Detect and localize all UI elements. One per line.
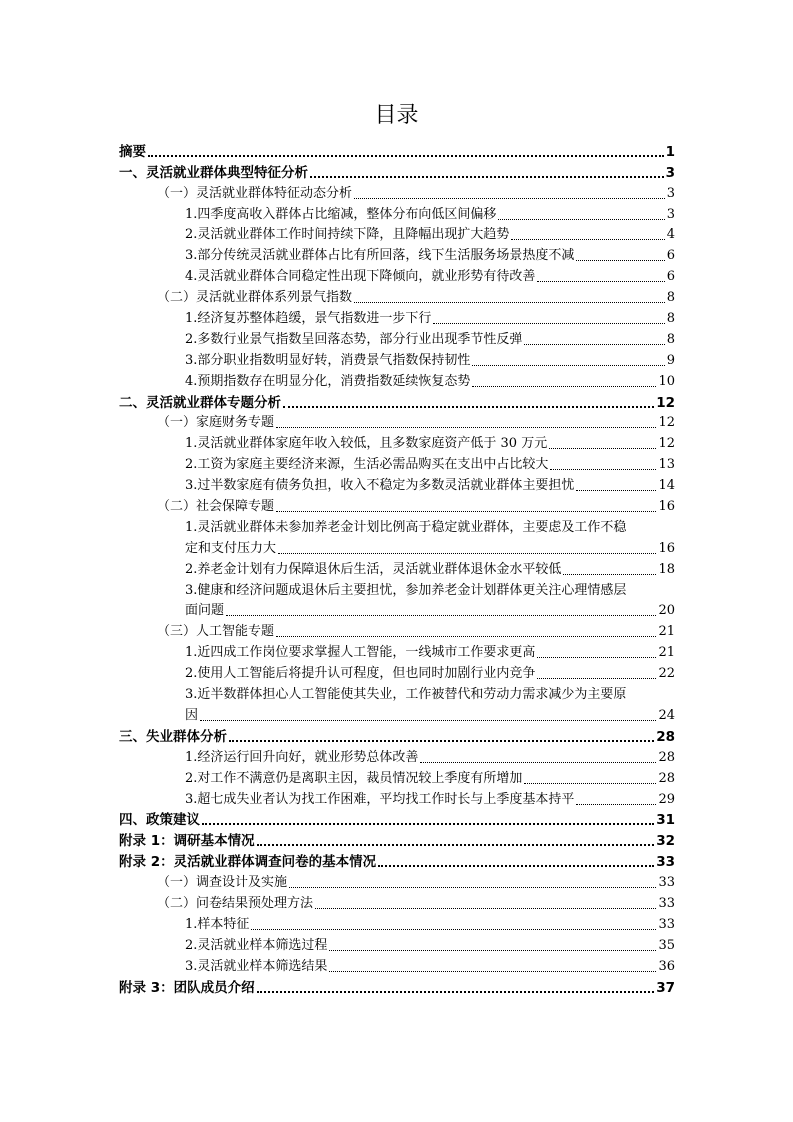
- toc-entry[interactable]: [119, 453, 675, 474]
- toc-entry[interactable]: [119, 662, 675, 683]
- toc-page-number: 13: [658, 457, 675, 473]
- toc-entry-text: 2.使用人工智能后将提升认可程度，但也同时加剧行业内竞争: [185, 666, 536, 682]
- toc-entry-text: 定和支付压力大: [185, 540, 277, 556]
- toc-entry-text: 一、灵活就业群体典型特征分析: [119, 164, 308, 181]
- toc-page-number: 12: [658, 415, 675, 431]
- toc-entry-text: 四、政策建议: [119, 812, 200, 829]
- toc-entry[interactable]: [119, 328, 675, 349]
- page-title: 目录: [374, 103, 419, 128]
- dot-leader: [511, 239, 664, 240]
- toc-entry[interactable]: [119, 140, 675, 161]
- toc-page-number: 33: [658, 875, 675, 891]
- dot-leader: [226, 615, 656, 616]
- dot-leader: [278, 553, 656, 554]
- dot-leader: [229, 740, 654, 742]
- toc-page-number: 22: [658, 666, 675, 682]
- toc-page-number: 37: [656, 979, 675, 996]
- dot-leader: [498, 219, 664, 220]
- toc-entry-text: 二、灵活就业群体专题分析: [119, 394, 281, 411]
- dot-leader: [549, 448, 656, 449]
- toc-page-number: 21: [658, 645, 675, 661]
- toc-entry[interactable]: [119, 224, 675, 245]
- toc-entry-text: 面问题: [185, 603, 225, 619]
- toc-page-number: 35: [658, 937, 675, 953]
- toc-entry[interactable]: [119, 286, 675, 307]
- toc-entry-text: 4.灵活就业群体合同稳定性出现下降倾向，就业形势有待改善: [185, 269, 536, 285]
- toc-entry-text: （三）人工智能专题: [157, 624, 275, 640]
- dot-leader: [524, 344, 664, 345]
- toc-entry[interactable]: [119, 203, 675, 224]
- toc-page-number: 8: [666, 290, 675, 306]
- toc-entry-text: 三、失业群体分析: [119, 728, 227, 745]
- dot-leader: [354, 302, 665, 303]
- toc-entry[interactable]: [119, 307, 675, 328]
- toc-page-number: 24: [658, 707, 675, 723]
- toc-entry-text: 3.健康和经济问题成退休后主要担忧，参加养老金计划群体更关注心理情感层: [185, 582, 627, 598]
- dot-leader: [276, 636, 656, 637]
- dot-leader: [289, 887, 656, 888]
- toc-entry[interactable]: [119, 683, 675, 704]
- toc-entry[interactable]: [119, 829, 675, 850]
- toc-entry[interactable]: [119, 265, 675, 286]
- toc-entry-text: 摘要: [119, 143, 146, 160]
- toc-entry[interactable]: [119, 892, 675, 913]
- toc-entry-text: 3.近半数群体担心人工智能使其失业，工作被替代和劳动力需求减少为主要原: [185, 687, 627, 703]
- toc-entry-text: 2.对工作不满意仍是离职主因，裁员情况较上季度有所增加: [185, 770, 523, 786]
- toc-entry[interactable]: [119, 767, 675, 788]
- dot-leader: [283, 406, 654, 408]
- dot-leader: [576, 490, 656, 491]
- toc-entry-text: （二）灵活就业群体系列景气指数: [157, 290, 353, 306]
- toc-page-number: 3: [665, 164, 675, 181]
- toc-page-number: 16: [658, 540, 675, 556]
- toc-entry-text: 1.经济运行回升向好，就业形势总体改善: [185, 749, 419, 765]
- toc-entry-text: 因: [185, 707, 199, 723]
- toc-entry[interactable]: [119, 934, 675, 955]
- toc-entry[interactable]: [119, 579, 675, 600]
- toc-entry[interactable]: [119, 349, 675, 370]
- toc-page-number: 36: [658, 958, 675, 974]
- dot-leader: [378, 865, 654, 867]
- toc-page-number: 20: [658, 603, 675, 619]
- dot-leader: [257, 991, 655, 993]
- toc-entry-text: 1.四季度高收入群体占比缩减，整体分布向低区间偏移: [185, 206, 497, 222]
- toc-entry[interactable]: [119, 955, 675, 976]
- toc-page-number: 28: [656, 728, 675, 745]
- toc-entry-continuation[interactable]: [119, 600, 675, 621]
- toc-entry-text: 3.灵活就业样本筛选结果: [185, 958, 328, 974]
- dot-leader: [310, 176, 664, 178]
- toc-entry-text: （一）灵活就业群体特征动态分析: [157, 185, 353, 201]
- toc-page-number: 12: [658, 436, 675, 452]
- toc-entry-text: （一）家庭财务专题: [157, 415, 275, 431]
- toc-entry[interactable]: [119, 809, 675, 830]
- toc-page-number: 8: [666, 331, 675, 347]
- toc-entry-text: 附录 2：灵活就业群体调查问卷的基本情况: [119, 854, 377, 871]
- toc-entry-text: 3.部分传统灵活就业群体占比有所回落，线下生活服务场景热度不减: [185, 248, 575, 264]
- toc-page-number: 32: [656, 833, 675, 850]
- dot-leader: [472, 365, 664, 366]
- dot-leader: [354, 198, 665, 199]
- toc-entry[interactable]: [119, 788, 675, 809]
- toc-page-number: 6: [666, 269, 675, 285]
- toc-entry-text: （二）社会保障专题: [157, 499, 275, 515]
- toc-page-number: 28: [658, 770, 675, 786]
- dot-leader: [563, 574, 656, 575]
- dot-leader: [576, 260, 664, 261]
- toc-entry-text: 2.工资为家庭主要经济来源，生活必需品购买在支出中占比较大: [185, 457, 549, 473]
- toc-entry[interactable]: [119, 746, 675, 767]
- toc-entry[interactable]: [119, 558, 675, 579]
- toc-entry-text: （二）问卷结果预处理方法: [157, 895, 314, 911]
- toc-entry-text: 4.预期指数存在明显分化，消费指数延续恢复态势: [185, 373, 471, 389]
- toc-entry[interactable]: [119, 976, 675, 997]
- dot-leader: [329, 971, 656, 972]
- dot-leader: [420, 762, 656, 763]
- toc-entry-continuation[interactable]: [119, 537, 675, 558]
- toc-entry[interactable]: [119, 641, 675, 662]
- toc-entry[interactable]: [119, 474, 675, 495]
- toc-page-number: 3: [666, 206, 675, 222]
- dot-leader: [576, 804, 656, 805]
- dot-leader: [276, 511, 656, 512]
- toc-entry[interactable]: [119, 244, 675, 265]
- toc-page-number: 21: [658, 624, 675, 640]
- toc-entry[interactable]: [119, 182, 675, 203]
- dot-leader: [537, 657, 656, 658]
- toc-page-number: 12: [656, 394, 675, 411]
- toc-entry[interactable]: [119, 871, 675, 892]
- toc-page-number: 14: [658, 478, 675, 494]
- dot-leader: [550, 469, 656, 470]
- dot-leader: [472, 386, 656, 387]
- dot-leader: [537, 678, 656, 679]
- toc-entry-text: 2.灵活就业群体工作时间持续下降，且降幅出现扩大趋势: [185, 227, 510, 243]
- toc-entry-text: （一）调查设计及实施: [157, 875, 288, 891]
- table-of-contents: [119, 140, 675, 997]
- toc-entry[interactable]: [119, 391, 675, 412]
- toc-entry-text: 附录 3：团队成员介绍: [119, 979, 255, 996]
- toc-entry-text: 1.样本特征: [185, 916, 250, 932]
- toc-entry[interactable]: [119, 495, 675, 516]
- toc-entry-text: 3.超七成失业者认为找工作困难，平均找工作时长与上季度基本持平: [185, 791, 575, 807]
- toc-entry-text: 附录 1：调研基本情况: [119, 833, 255, 850]
- toc-entry[interactable]: [119, 432, 675, 453]
- toc-entry-text: 1.近四成工作岗位要求掌握人工智能，一线城市工作要求更高: [185, 645, 536, 661]
- toc-page-number: 1: [665, 143, 675, 160]
- toc-entry-continuation[interactable]: [119, 704, 675, 725]
- toc-page-number: 33: [656, 854, 675, 871]
- dot-leader: [276, 427, 656, 428]
- toc-page-number: 9: [666, 352, 675, 368]
- toc-entry-text: 2.多数行业景气指数呈回落态势，部分行业出现季节性反弹: [185, 331, 523, 347]
- toc-entry[interactable]: [119, 913, 675, 934]
- toc-page-number: 33: [658, 895, 675, 911]
- toc-page-number: 31: [656, 812, 675, 829]
- toc-entry-text: 2.养老金计划有力保障退休后生活，灵活就业群体退休金水平较低: [185, 561, 562, 577]
- toc-entry[interactable]: [119, 412, 675, 433]
- toc-entry[interactable]: [119, 161, 675, 182]
- dot-leader: [433, 323, 664, 324]
- toc-page-number: 16: [658, 499, 675, 515]
- dot-leader: [148, 155, 664, 157]
- toc-page-number: 6: [666, 248, 675, 264]
- dot-leader: [315, 908, 656, 909]
- dot-leader: [257, 844, 655, 846]
- dot-leader: [524, 783, 656, 784]
- toc-entry-text: 3.过半数家庭有债务负担，收入不稳定为多数灵活就业群体主要担忧: [185, 478, 575, 494]
- toc-page-number: 10: [658, 373, 675, 389]
- toc-entry-text: 1.灵活就业群体未参加养老金计划比例高于稳定就业群体，主要虑及工作不稳: [185, 519, 627, 535]
- toc-entry-text: 2.灵活就业样本筛选过程: [185, 937, 328, 953]
- toc-entry-text: 3.部分职业指数明显好转，消费景气指数保持韧性: [185, 352, 471, 368]
- toc-entry[interactable]: [119, 725, 675, 746]
- dot-leader: [329, 950, 656, 951]
- toc-entry[interactable]: [119, 516, 675, 537]
- toc-page-number: 3: [666, 185, 675, 201]
- toc-entry-text: 1.灵活就业群体家庭年收入较低，且多数家庭资产低于 30 万元: [185, 436, 548, 452]
- toc-entry[interactable]: [119, 370, 675, 391]
- toc-page-number: 29: [658, 791, 675, 807]
- toc-entry-text: 1.经济复苏整体趋缓，景气指数进一步下行: [185, 311, 432, 327]
- toc-page-number: 18: [658, 561, 675, 577]
- toc-entry[interactable]: [119, 620, 675, 641]
- toc-page-number: 33: [658, 916, 675, 932]
- dot-leader: [537, 281, 664, 282]
- toc-page-number: 28: [658, 749, 675, 765]
- toc-page-number: 4: [666, 227, 675, 243]
- dot-leader: [202, 823, 654, 825]
- dot-leader: [251, 929, 656, 930]
- toc-entry[interactable]: [119, 850, 675, 871]
- toc-page-number: 8: [666, 311, 675, 327]
- dot-leader: [200, 720, 656, 721]
